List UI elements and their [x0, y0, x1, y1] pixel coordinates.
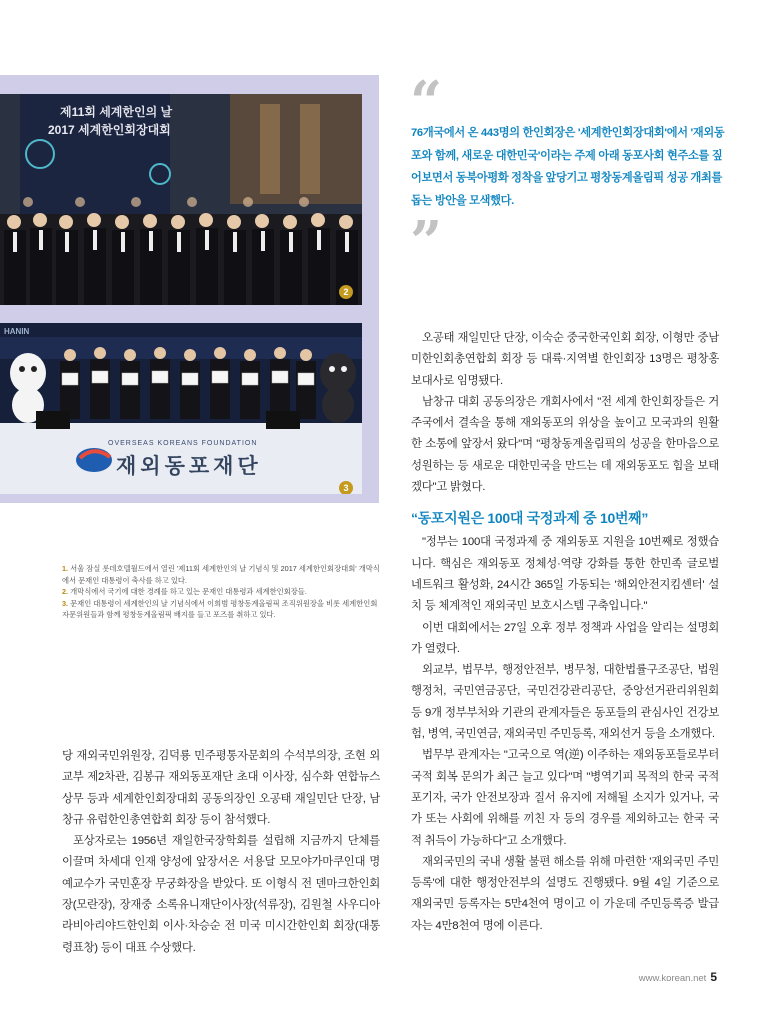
photo-ceremony-salute-illustration: [0, 94, 362, 305]
pull-quote: 76개국에서 온 443명의 한인회장은 '세계한인회장대회'에서 '재외동포와 함께, 새로운 대한민국'이라는 주제 아래 동포사회 현주소를 짚어보면서 동북아평화 정착을 앞당기고 평창동계올림픽 성공 개최를 돕는 방안을 모색했다.: [411, 127, 725, 207]
page-number: 5: [710, 970, 717, 984]
article-paragraph: 재외국민의 국내 생활 불편 해소를 위해 마련한 '재외국민 주민등록'에 대한 행정안전부의 설명도 진행됐다. 9월 4일 기준으로 재외국민 등록자는 5만4천여 명이고 이 가운데 주민등록증 발급자는 4만8천여 명에 이른다.: [411, 855, 719, 932]
banner-line-2: 2017 세계한인회장대회: [48, 123, 171, 137]
photo-number-badge-2: 2: [339, 285, 353, 299]
photo-captions: [62, 563, 380, 621]
article-paragraph: 오공태 재일민단 단장, 이숙순 중국한국인회 회장, 이형만 중남미한인회총연합회 회장 등 대륙·지역별 한인회장 13명은 평창홍보대사로 임명됐다.: [411, 332, 719, 387]
photo-pyeongchang-badges: [0, 323, 362, 494]
open-quote-icon: “: [410, 69, 443, 135]
section-heading: “동포지원은 100대 국정과제 중 10번째”: [411, 510, 649, 527]
stage-label: HANIN: [4, 327, 30, 336]
caption-3: 3. 문재인 대통령이 세계한인의 날 기념식에서 이희범 평창동계올림픽 조직위원장을 비롯 세계한인회 자문위원들과 함께 평창동계올림픽 배지를 들고 포즈를 취하고 있다.: [62, 598, 378, 619]
article-paragraph: 외교부, 법무부, 행정안전부, 병무청, 대한법률구조공단, 법원행정처, 국민연금공단, 국민건강관리공단, 중앙선거관리위원회 등 9개 정부부처와 기관의 관계자들은 동포들의 관심사인 건강보험, 병역, 국민연금, 재외국민 주민등록, 재외선거 등을 소개했다.: [411, 664, 719, 741]
caption-1: 1. 서울 잠실 롯데호텔월드에서 열린 '제11회 세계한인의 날 기념식 및 2017 세계한인회장대회' 개막식에서 문재인 대통령이 축사를 하고 있다.: [62, 564, 380, 585]
caption-2: 2. 개막식에서 국기에 대한 경례를 하고 있는 문재인 대통령과 세계한인회장들.: [62, 587, 307, 596]
photo-number-badge-3: 3: [339, 481, 353, 494]
right-column-article: [411, 328, 719, 937]
banner-line-1: 제11회 세계한인의 날: [60, 105, 173, 119]
photo-ceremony-salute: [0, 94, 362, 305]
article-paragraph: 법무부 관계자는 "고국으로 역(逆) 이주하는 재외동포들로부터 국적 회복 문의가 최근 늘고 있다"며 "병역기피 목적의 한국 국적 포기자, 국가 안전보장과 질서 유지에 저해될 소지가 있거나, 국가 또는 사회에 위해를 끼친 자 등의 경우를 제외하고는 한국 국적 취득이 가능하다"고 소개했다.: [411, 749, 719, 847]
left-column-article: [62, 746, 380, 959]
article-paragraph: 포상자로는 1956년 재일한국장학회를 설립해 지금까지 단체를 이끌며 차세대 인재 양성에 앞장서온 서용달 모모야가마쿠인대 명예교수가 국민훈장 무궁화장을 받았다. 또 이형식 전 덴마크한인회장(모란장), 장재중 소록유니재단이사장(석류장), 김원철 사우디아라비아리야드한인회 이사·차승순 전 미국 미시간한인회 회장(대통령표창) 등이 대표 수상했다.: [62, 835, 380, 954]
page-footer: [639, 970, 717, 984]
article-paragraph: 당 재외국민위원장, 김덕룡 민주평통자문회의 수석부의장, 조현 외교부 제2차관, 김봉규 재외동포재단 초대 이사장, 심수화 연합뉴스 상무 등과 세계한인회장대회 공동의장인 오공태 재일민단 단장, 남창규 유럽한인총연합회 회장 등이 참석했다.: [62, 750, 380, 826]
article-paragraph: 남창규 대회 공동의장은 개회사에서 "전 세계 한인회장들은 거주국에서 결속을 통해 재외동포의 위상을 높이고 모국과의 원활한 소통에 앞장서 왔다"며 "평창동계올림픽의 성공을 한마음으로 성원하는 등 새로운 대한민국을 만드는 데 재외동포도 힘을 보태겠다"고 밝혔다.: [411, 395, 719, 494]
photo-pyeongchang-illustration: [0, 323, 362, 494]
floor-logo-english: OVERSEAS KOREANS FOUNDATION: [108, 440, 258, 447]
article-paragraph: "정부는 100대 국정과제 중 재외동포 지원을 10번째로 정했습니다. 핵심은 재외동포 정체성·역량 강화를 통한 한민족 글로벌 네트워크 활성화, 24시간 365일 가동되는 '해외안전지킴센터' 설치 등 체계적인 재외국민 보호시스템 구축입니다.": [411, 536, 719, 613]
article-paragraph: 이번 대회에서는 27일 오후 정부 정책과 사업을 알리는 설명회가 열렸다.: [411, 621, 719, 655]
footer-site-url[interactable]: www.korean.net: [638, 973, 707, 984]
close-quote-icon: ”: [410, 209, 443, 275]
floor-logo-korean: 재외동포재단: [116, 455, 262, 478]
